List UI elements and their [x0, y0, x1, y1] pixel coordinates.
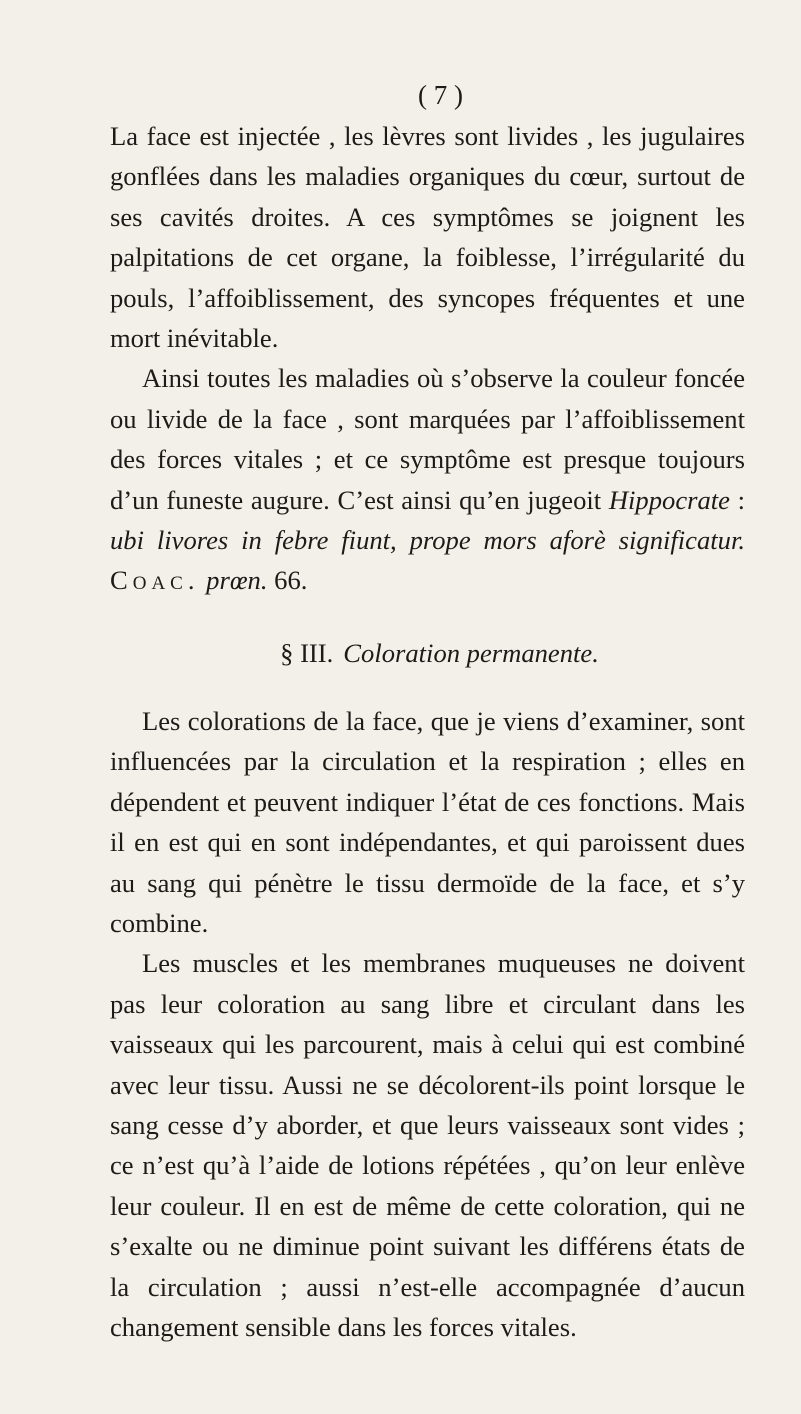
paragraph-text: Ainsi toutes les maladies où s’observe la couleur foncée ou livide de la face , sont marquées par l’affoiblissement des forces vitales ; et ce symptôme est presque toujours d’un funeste augure. C’est ainsi qu’en jugeoit — [110, 363, 745, 515]
paragraph-hippocrates — [110, 358, 745, 600]
paragraph-muscles: Les muscles et les membranes muqueuses ne doivent pas leur coloration au sang libre et circulant dans les vaisseaux qui les parcourent, mais à celui qui est combiné avec leur tissu. Aussi ne se décolorent-ils point lorsque le sang cesse d’y aborder, et que leurs vaisseaux sont vides ; ce n’est qu’à l’aide de lotions répétées , qu’on leur enlève leur couleur. Il en est de même de cette coloration, qui ne s’exalte ou ne diminue point suivant les différens états de la circulation ; aussi n’est-elle accompagnée d’aucun changement sensible dans les forces vitales. — [110, 948, 745, 1342]
section-title: Coloration permanente. — [343, 637, 599, 668]
section-heading — [110, 633, 745, 673]
section-number: § III. — [280, 637, 334, 668]
reference-section: prœn. — [206, 565, 268, 596]
reference-number: 66. — [267, 565, 308, 596]
page-number: ( 7 ) — [418, 80, 463, 110]
reference-work: Coac. — [110, 565, 200, 596]
separator: : — [729, 484, 745, 515]
paragraph-colorations: Les colorations de la face, que je viens d’examiner, sont influencées par la circulation et la respiration ; elles en dépendent et peuvent indiquer l’état de ces fonctions. Mais il en est qui en sont indépendantes, et qui paroissent dues au sang qui pénètre le tissu dermoïde de la face, et s’y combine. — [110, 705, 745, 938]
latin-quote: ubi livores in febre fiunt, prope mors aforè significatur. — [110, 525, 745, 556]
paragraph-face-injected: La face est injectée , les lèvres sont livides , les jugulaires gonflées dans les maladies organiques du cœur, surtout de ses cavités droites. A ces symptômes se joignent les palpitations de cet organe, la foiblesse, l’irrégularité du pouls, l’affoiblissement, des syncopes fréquentes et une mort inévitable. — [110, 121, 745, 354]
author-name: Hippocrate — [608, 484, 730, 515]
